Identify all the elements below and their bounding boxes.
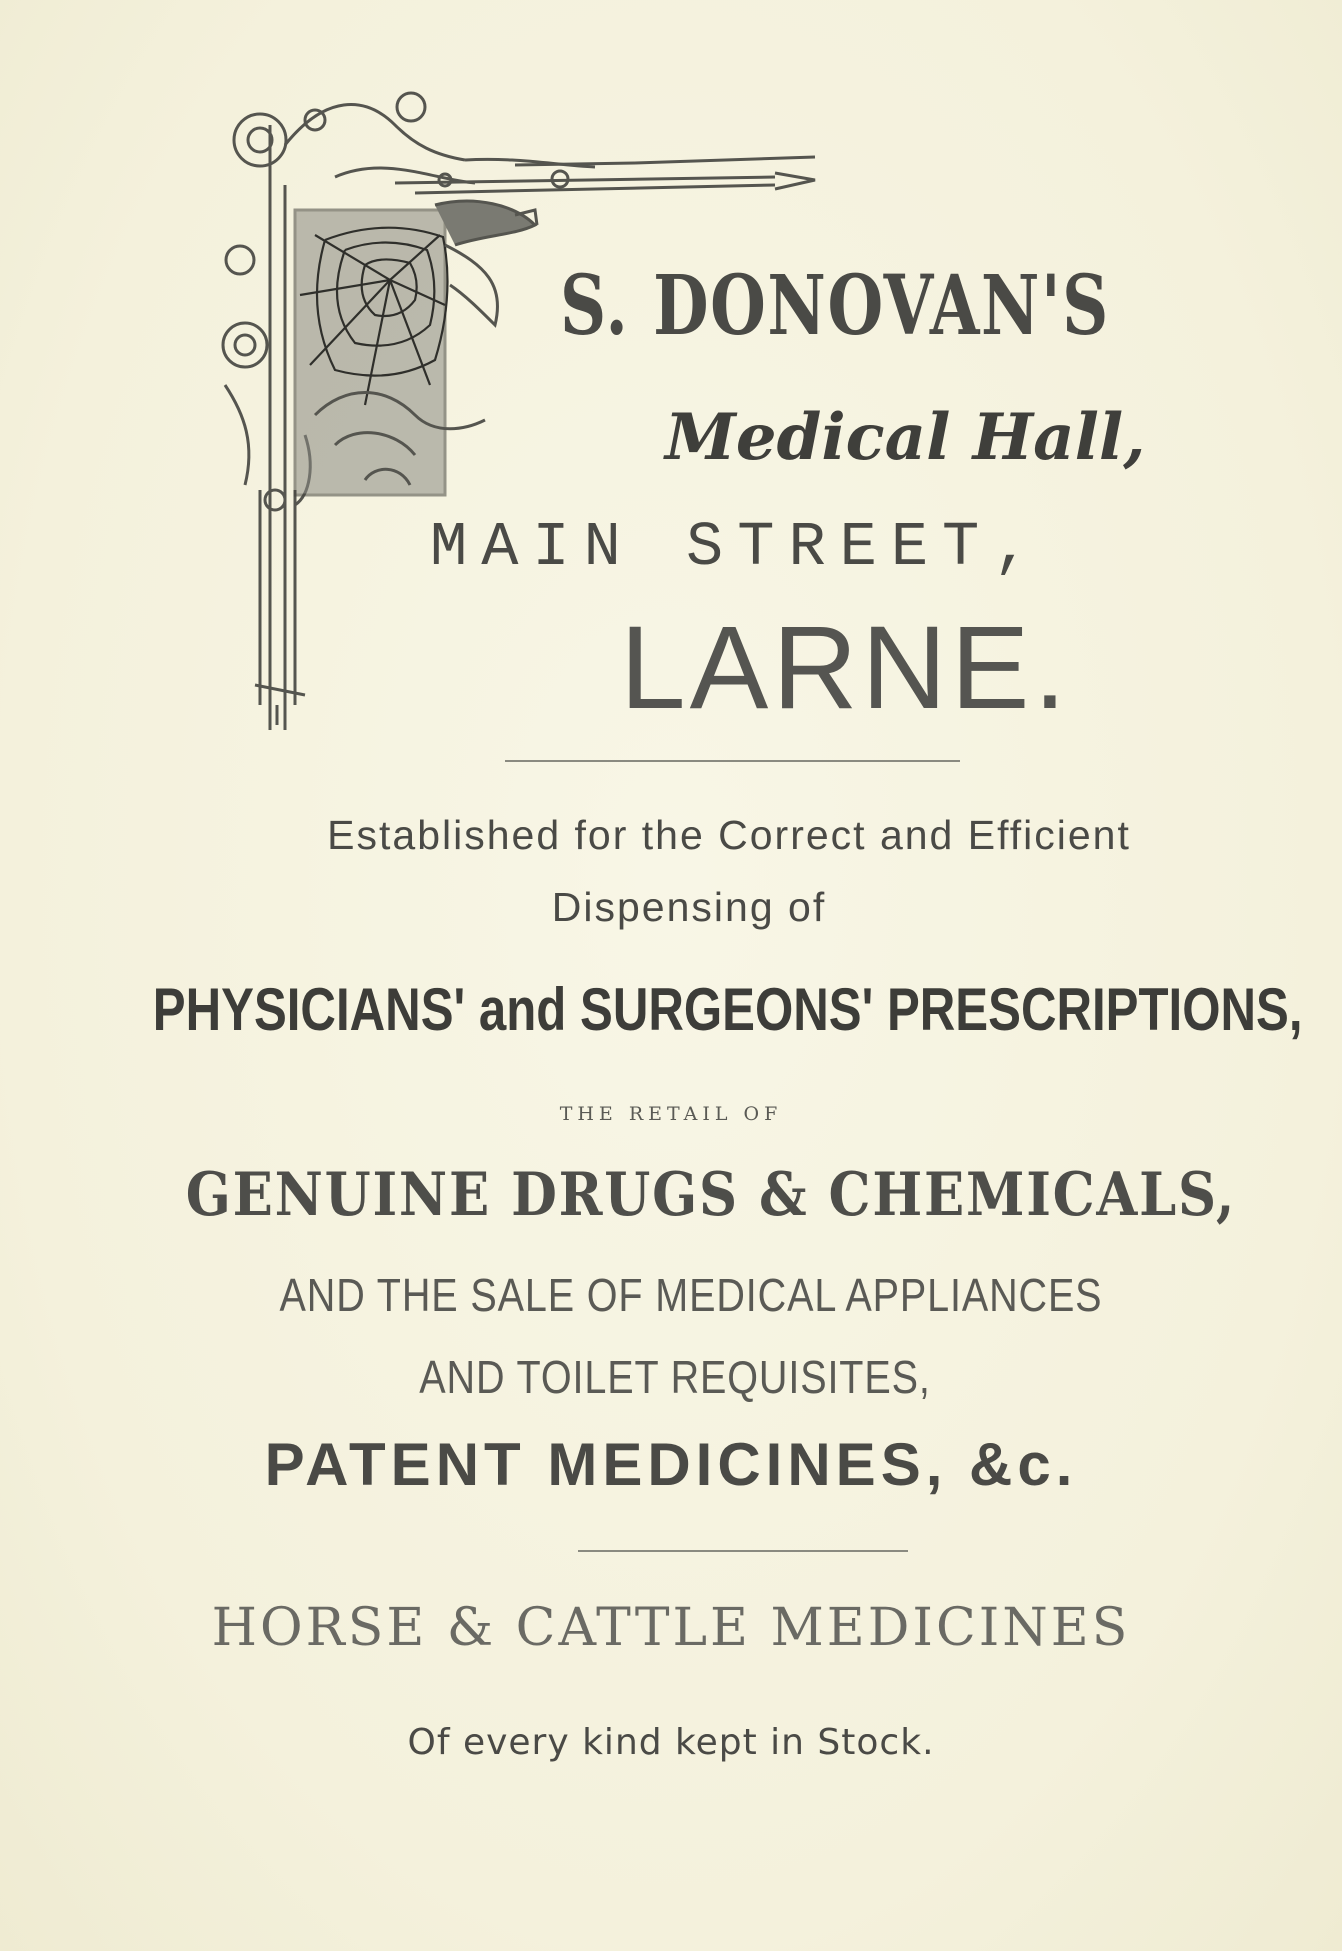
prescriptions-heading: PHYSICIANS' and SURGEONS' PRESCRIPTIONS, <box>152 976 1303 1043</box>
stock-line: Of every kind kept in Stock. <box>407 1722 935 1763</box>
established-line-1: Established for the Correct and Efficient <box>327 812 1131 858</box>
divider-rule <box>505 760 960 762</box>
horse-cattle-heading: HORSE & CATTLE MEDICINES <box>211 1598 1131 1658</box>
medical-hall-heading: Medical Hall, <box>665 400 1146 475</box>
established-line-2: Dispensing of <box>551 884 827 930</box>
town-name: LARNE. <box>620 602 1071 734</box>
street-address: MAIN STREET, <box>430 512 1045 583</box>
business-name: S. DONOVAN'S <box>560 258 1110 354</box>
retail-line: THE RETAIL OF <box>559 1103 783 1125</box>
patent-medicines-heading: PATENT MEDICINES, &c. <box>264 1431 1078 1498</box>
medical-appliances-line: AND THE SALE OF MEDICAL APPLIANCES <box>279 1269 1103 1321</box>
toilet-requisites-line: AND TOILET REQUISITES, <box>419 1351 931 1403</box>
drugs-chemicals-heading: GENUINE DRUGS & CHEMICALS, <box>185 1160 1237 1230</box>
divider-rule <box>578 1550 908 1552</box>
